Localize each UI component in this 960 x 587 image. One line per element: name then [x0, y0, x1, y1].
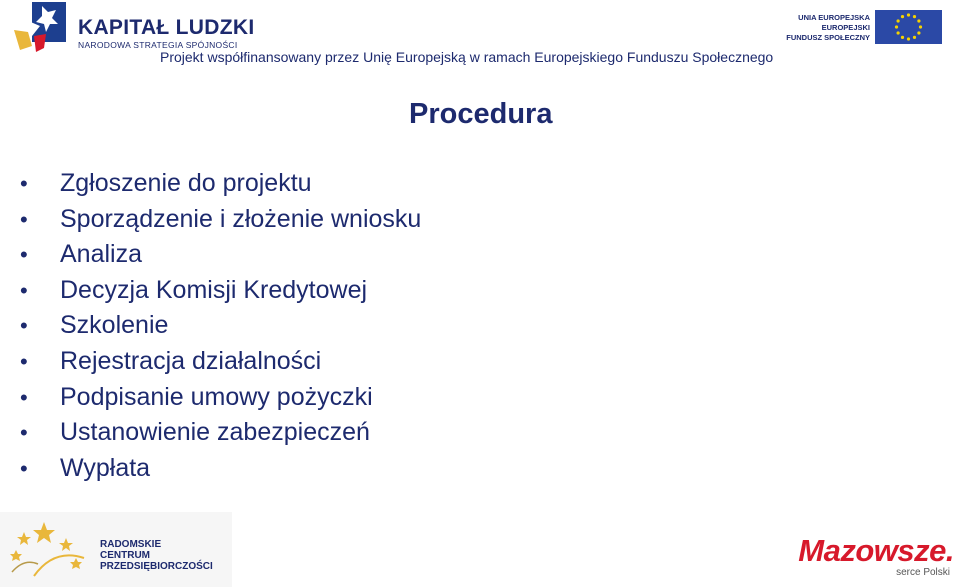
bullet-icon: •	[20, 242, 28, 268]
list-item	[20, 166, 421, 202]
procedure-list	[20, 166, 421, 486]
eu-fund-text	[770, 13, 870, 43]
rcp-text	[100, 539, 213, 572]
bullet-icon: •	[20, 420, 28, 446]
list-item-text: Podpisanie umowy pożyczki	[60, 382, 373, 411]
list-item	[20, 202, 421, 238]
list-item	[20, 451, 421, 487]
eu-line-3: FUNDUSZ SPOŁECZNY	[786, 33, 870, 42]
list-item	[20, 380, 421, 416]
rcp-logo	[0, 512, 232, 587]
bullet-icon: •	[20, 277, 28, 303]
bullet-icon: •	[20, 455, 28, 481]
rcp-line-3: PRZEDSIĘBIORCZOŚCI	[100, 561, 213, 572]
kapital-ludzki-subtitle: NARODOWA STRATEGIA SPÓJNOŚCI	[78, 40, 238, 50]
eu-flag-icon	[875, 10, 942, 44]
list-item-text: Wypłata	[60, 453, 151, 482]
mazowsze-wordmark: Mazowsze.	[798, 533, 954, 568]
rcp-line-1: RADOMSKIE	[100, 539, 162, 550]
eu-line-1: UNIA EUROPEJSKA	[798, 13, 870, 22]
list-item-text: Zgłoszenie do projektu	[60, 169, 312, 197]
bullet-icon: •	[20, 171, 28, 196]
list-item-text: Sporządzenie i złożenie wniosku	[60, 204, 422, 233]
list-item	[20, 308, 421, 344]
kapital-ludzki-title: KAPITAŁ LUDZKI	[78, 16, 255, 39]
list-item	[20, 415, 421, 451]
rcp-stars-icon	[4, 518, 96, 584]
bullet-icon: •	[20, 348, 28, 374]
bullet-icon: •	[20, 384, 28, 410]
list-item-text: Rejestracja działalności	[60, 346, 322, 375]
list-item-text: Szkolenie	[60, 311, 169, 340]
list-item-text: Decyzja Komisji Kredytowej	[60, 275, 368, 304]
rcp-line-2: CENTRUM	[100, 550, 150, 561]
mazowsze-tagline: serce Polski	[896, 567, 950, 578]
list-item-text: Ustanowienie zabezpieczeń	[60, 418, 370, 447]
eu-fund-logo	[770, 10, 945, 46]
bullet-icon: •	[20, 206, 28, 232]
kapital-ludzki-logo	[12, 2, 255, 56]
bullet-icon: •	[20, 313, 28, 339]
list-item	[20, 237, 421, 273]
mazowsze-logo	[764, 533, 960, 583]
slide-title: Procedura	[409, 98, 553, 130]
eu-line-2: EUROPEJSKI	[821, 23, 870, 32]
kapital-ludzki-emblem-icon	[12, 2, 74, 56]
list-item	[20, 344, 421, 380]
list-item	[20, 273, 421, 309]
funding-statement: Projekt współfinansowany przez Unię Europejską w ramach Europejskiego Funduszu Społecznego	[160, 49, 774, 65]
list-item-text: Analiza	[60, 240, 142, 269]
